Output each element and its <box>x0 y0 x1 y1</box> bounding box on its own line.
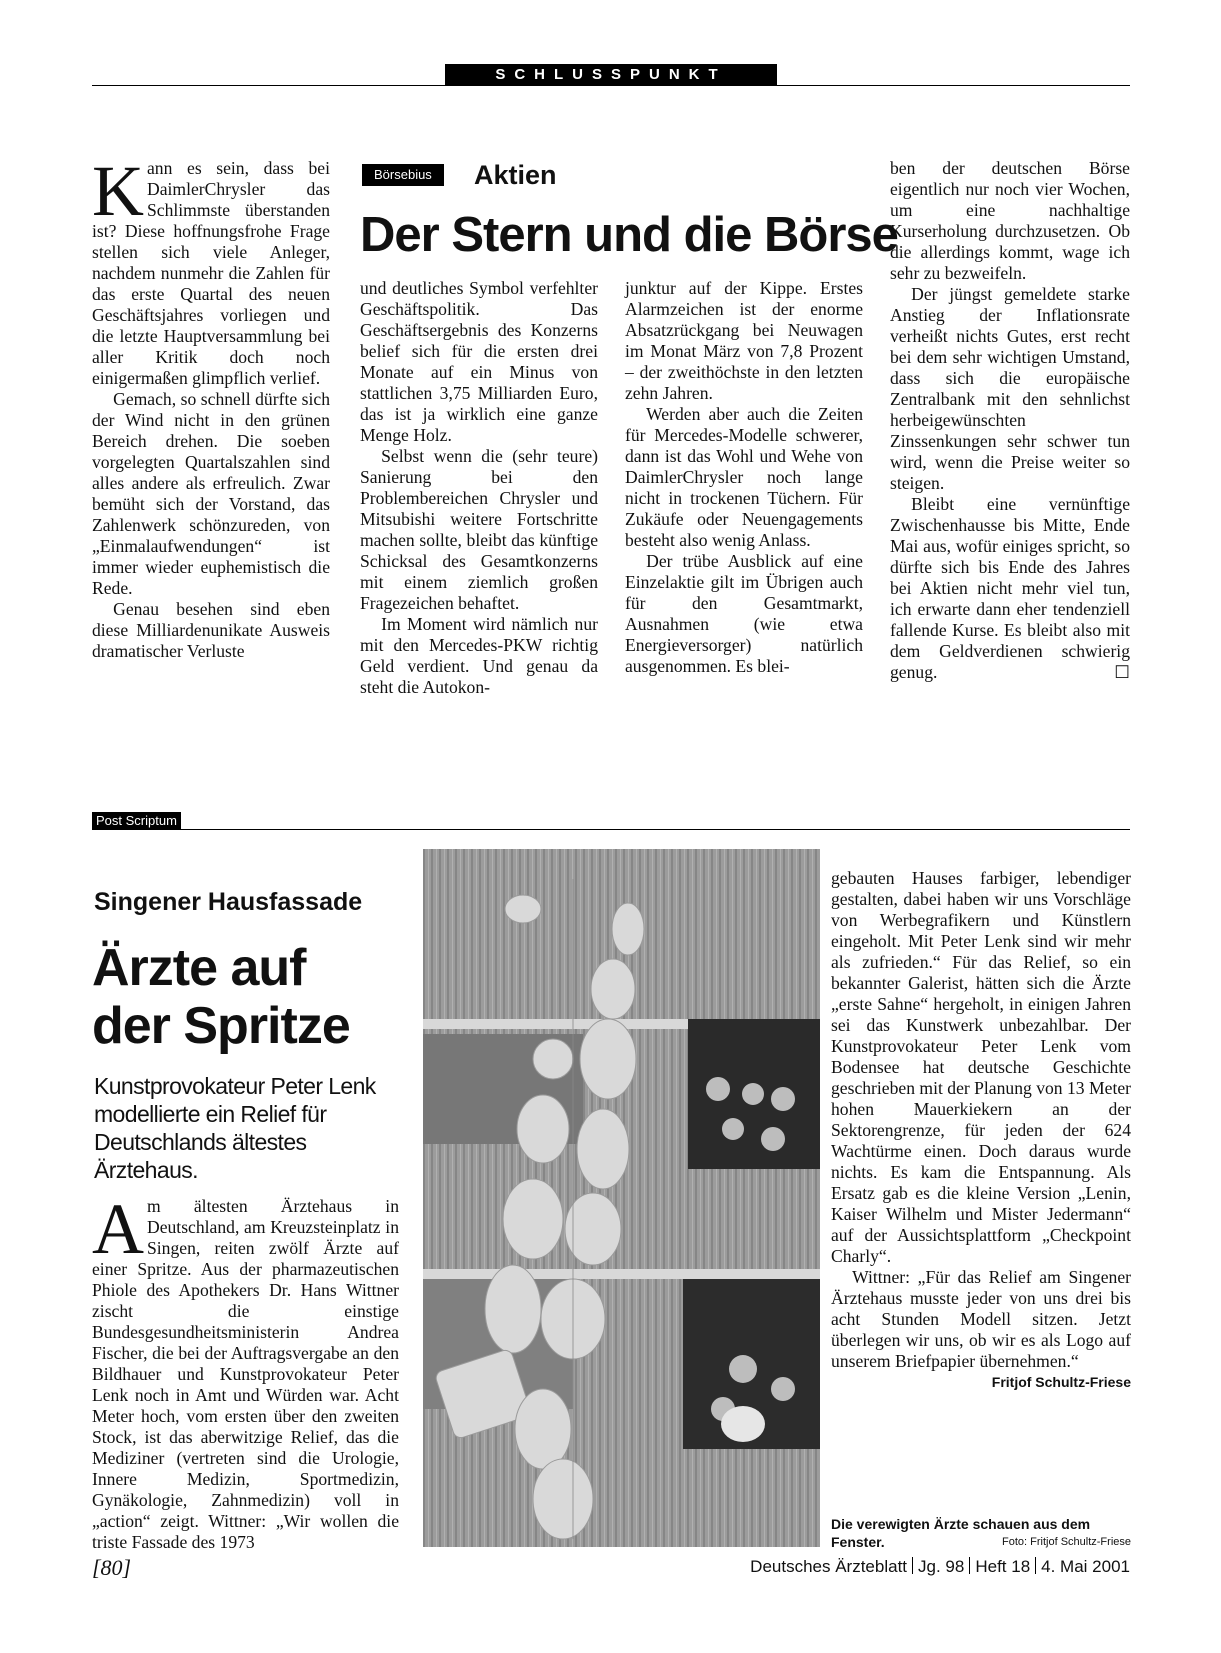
paragraph: Der jüngst gemeldete starke Anstieg der Inflationsrate verheißt nichts Gutes, erst recht bei dem sehr wichtigen Umstand, dass sich die europäische Zentralbank mit den sehnlichst herbeigewünschten Zinssenkungen sehr schwer tun wird, wenn die Preise weiter so steigen. <box>890 284 1130 493</box>
rubric-label: Post Scriptum <box>92 812 181 830</box>
caption-text: Die verewigten Ärzte schauen aus dem Fenster. <box>831 1516 1091 1550</box>
paragraph: gebauten Hauses farbiger, lebendiger gestalten, dabei haben wir uns Vorschläge von Werbegrafikern und Künstlern eingeholt. Mit Peter Lenk sind wir mehr als zufrieden.“ Für das Relief, so ein bekannter Galerist, hätten sich die Ärzte „erste Sahne“ hergeholt, in einigen Jahren sei das Kunstwerk unbezahlbar. Der Kunstprovokateur Peter Lenk vom Bodensee hat deutsche Geschichte geschrieben mit der Planung von 13 Meter hohen Mauerkiekern an der Sektorengrenze, für jeden der 624 Wachtürme einen. Doch daraus wurde nichts. Es kam die Entspannung. Als Ersatz gab es die kleine Version „Lenin, Kaiser Wilhelm und Mister Jedermann“ auf der Aussichtsplattform „Checkpoint Charly“. <box>831 868 1131 1266</box>
paragraph: Werden aber auch die Zeiten für Mercedes-Modelle schwerer, dann ist das Wohl und Wehe von DaimlerChrysler noch lange nicht in trockenen Tüchern. Für Zukäufe oder Neuengagements besteht also wenig Anlass. <box>625 404 863 550</box>
author-byline: Fritjof Schultz-Friese <box>991 1374 1131 1390</box>
article-headline: Ärzte auf der Spritze <box>92 939 350 1055</box>
paragraph: Der trübe Ausblick auf eine Einzelaktie gilt im Übrigen auch für den Gesamtmarkt, Ausnahmen (wie etwa Energieversorger) natürlich ausgenommen. Es blei- <box>625 551 863 676</box>
volume: Jg. 98 <box>918 1557 965 1576</box>
article1-column-3 <box>625 278 863 677</box>
photo-caption <box>831 1515 1131 1551</box>
issue: Heft 18 <box>975 1557 1031 1576</box>
article2-column-1 <box>92 1189 399 1553</box>
paragraph: m ältesten Ärztehaus in Deutschland, am Kreuzsteinplatz in Singen, reiten zwölf Ärzte auf einer Spritze. Aus der pharmazeutischen Phiole des Apothekers Dr. Hans Wittner zischt die einstige Bundesgesundheitsministerin Andrea Fischer, die bei der Auftragsvergabe an den Bildhauer und Kunstprovokateur Peter Lenk noch in Amt und Würden war. Acht Meter hoch, vom ersten über den zweiten Stock, ist das aberwitzige Relief, das die Mediziner (vertreten sind die Urologie, Innere Medizin, Sportmedizin, Gynäkologie, Zahnmedizin) voll in „action“ zeigt. Wittner: „Wir wollen die triste Fassade des 1973 <box>92 1196 399 1552</box>
dropcap: K <box>92 151 144 231</box>
page-number: [80] <box>92 1555 132 1580</box>
post-scriptum-rule <box>92 829 1130 830</box>
paragraph: ann es sein, dass bei DaimlerChrysler das Schlimmste überstanden ist? Diese hoffnungsfrohe Frage stellen sich viele Anleger, nachdem nunmehr die Zahlen für das erste Quartal des neuen Geschäftsjahres vorliegen und die letzte Hauptversammlung bei aller Kritik doch noch einigermaßen glimpflich verlief. <box>92 158 330 388</box>
article-kicker: Singener Hausfassade <box>94 888 363 916</box>
footer-citation <box>750 1557 1130 1577</box>
article1-column-2 <box>360 278 598 698</box>
photo-credit: Foto: Fritjof Schultz-Friese <box>1002 1536 1131 1548</box>
article-subtitle: Kunstprovokateur Peter Lenk modellierte ein Relief für Deutschlands ältestes Ärztehaus. <box>94 1073 376 1183</box>
article1-column-4 <box>890 158 1130 683</box>
paragraph: Bleibt eine vernünftige Zwischenhausse bis Mitte, Ende Mai aus, wofür einiges spricht, so dürfte sich bis Ende des Jahres bei Aktien nicht mehr viel tun, ich erwarte dann eher tendenziell fallende Kurse. Es bleibt also mit dem Geldverdienen schwierig genug. <box>890 494 1130 682</box>
rubric-label: Börsebius <box>362 164 444 186</box>
paragraph: ben der deutschen Börse eigentlich nur noch vier Wochen, um eine nachhaltige Kurserholung durchzusetzen. Ob die allerdings kommt, wage ich sehr zu bezweifeln. <box>890 158 1130 283</box>
dropcap: A <box>92 1189 144 1269</box>
paragraph: Wittner: „Für das Relief am Singener Ärztehaus musste jeder von uns drei bis acht Stunden Modell sitzen. Jetzt überlegen wir uns, ob wir es als Logo auf unserem Briefpapier übernehmen.“ <box>831 1267 1131 1371</box>
paragraph: Gemach, so schnell dürfte sich der Wind nicht in den grünen Bereich drehen. Die soeben vorgelegten Quartalszahlen sind alles andere als erfreulich. Zwar bemüht sich der Vorstand, das Zahlenwerk schönzureden, von „Einmalaufwendungen“ ist immer wieder euphemistisch die Rede. <box>92 389 330 598</box>
journal-name: Deutsches Ärzteblatt <box>750 1557 908 1576</box>
end-mark: ☐ <box>1114 662 1130 682</box>
relief-photo <box>423 849 820 1547</box>
article2-column-2 <box>831 868 1131 1393</box>
paragraph: und deutliches Symbol verfehlter Geschäftspolitik. Das Geschäftsergebnis des Konzerns belief sich für die ersten drei Monate auf ein Minus von stattlichen 3,75 Milliarden Euro, das ist ja wirklich eine ganze Menge Holz. <box>360 278 598 445</box>
paragraph: junktur auf der Kippe. Erstes Alarmzeichen ist der enorme Absatzrückgang bei Neuwagen im Monat März von 7,8 Prozent – der zweithöchste in den letzten zehn Jahren. <box>625 278 863 403</box>
article1-column-1 <box>92 151 330 662</box>
article-headline: Der Stern und die Börse <box>360 208 898 262</box>
paragraph: Im Moment wird nämlich nur mit den Mercedes-PKW richtig Geld verdient. Und genau da steht die Autokon- <box>360 614 598 697</box>
article-kicker: Aktien <box>474 160 557 190</box>
issue-date: 4. Mai 2001 <box>1041 1557 1130 1576</box>
paragraph: Genau besehen sind eben diese Milliardenunikate Ausweis dramatischer Verluste <box>92 599 330 661</box>
paragraph: Selbst wenn die (sehr teure) Sanierung bei den Problembereichen Chrysler und Mitsubishi weitere Fortschritte machen sollte, bleibt das künftige Schicksal des Gesamtkonzerns mit einem ziemlich großen Fragezeichen behaftet. <box>360 446 598 613</box>
section-label: SCHLUSSPUNKT <box>445 64 777 86</box>
